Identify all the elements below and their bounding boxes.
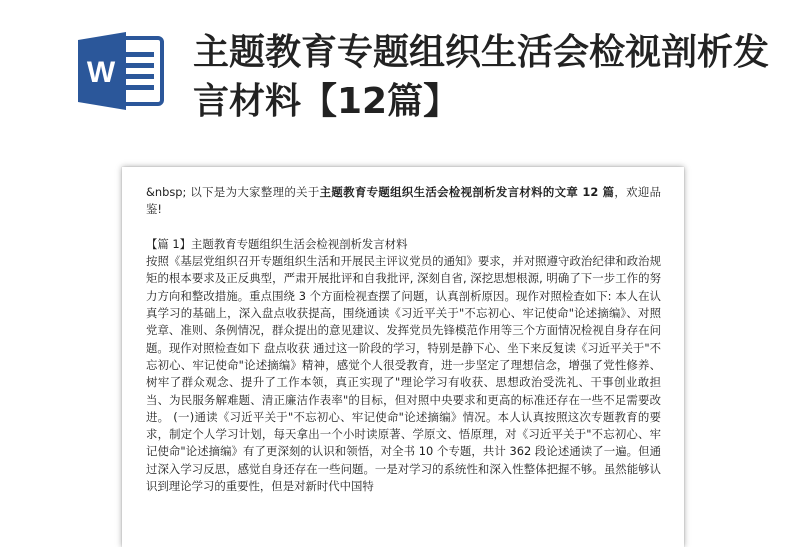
body-paragraph: 按照《基层党组织召开专题组织生活和开展民主评议党员的通知》要求，并对照遵守政治纪律和政治规矩的根本要求及正反典型，严肃开展批评和自我批评, 深刻自省, 深挖思想根源, 明确了下一步工作的努力方向和整改措施。重点围绕 3 个方面检视查摆了问题，认真剖析原因。现作对照检查如下: 本人在认真学习的基础上，深入盘点收获提高，围绕通读《习近平关于"不忘初心、牢记使命"论述摘编》、对照党章、准则、条例情况，群众提出的意见建议、发挥党员先锋模范作用等三个方面情况检视自身存在问题。现作对照检查如下 盘点收获 通过这一阶段的学习，特别是静下心、坐下来反复读《习近平关于"不忘初心、牢记使命"论述摘编》精神，感觉个人很受教育，进一步坚定了理想信念，增强了党性修养、树牢了群众观念、提升了工作本领，真正实现了"理论学习有收获、思想政治受洗礼、干事创业敢担当、为民服务解难题、清正廉洁作表率"的目标，但对照中央要求和更高的标准还存在一些不足需要改进。 (一)通读《习近平关于"不忘初心、牢记使命"论述摘编》情况。本人认真按照这次专题教育的要求，制定个人学习计划，每天拿出一个小时读原著、学原文、悟原理，对《习近平关于"不忘初心、牢记使命"论述摘编》有了更深刻的认识和领悟，对全书 10 个专题，共计 362 段论述通读了一遍。但通过深入学习反思，感觉自身还存在一些问题。一是对学习的系统性和深入性整体把握不够。虽然能够认识到理论学习的重要性，但是对新时代中国特 xyxy=(146,254,661,494)
document-text xyxy=(146,184,661,495)
section-heading: 【篇 1】主题教育专题组织生活会检视剖析发言材料 xyxy=(146,236,408,251)
intro-suffix: ，欢迎品鉴! xyxy=(146,185,661,217)
word-icon-letter: W xyxy=(86,56,116,89)
word-document-icon xyxy=(76,32,166,110)
intro-prefix: &nbsp; 以下是为大家整理的关于 xyxy=(146,185,320,199)
document-page xyxy=(122,167,684,547)
page-title: 主题教育专题组织生活会检视剖析发言材料【12篇】 xyxy=(193,32,770,122)
intro-bold: 主题教育专题组织生活会检视剖析发言材料的文章 12 篇 xyxy=(319,185,615,199)
intro-paragraph xyxy=(146,184,661,219)
